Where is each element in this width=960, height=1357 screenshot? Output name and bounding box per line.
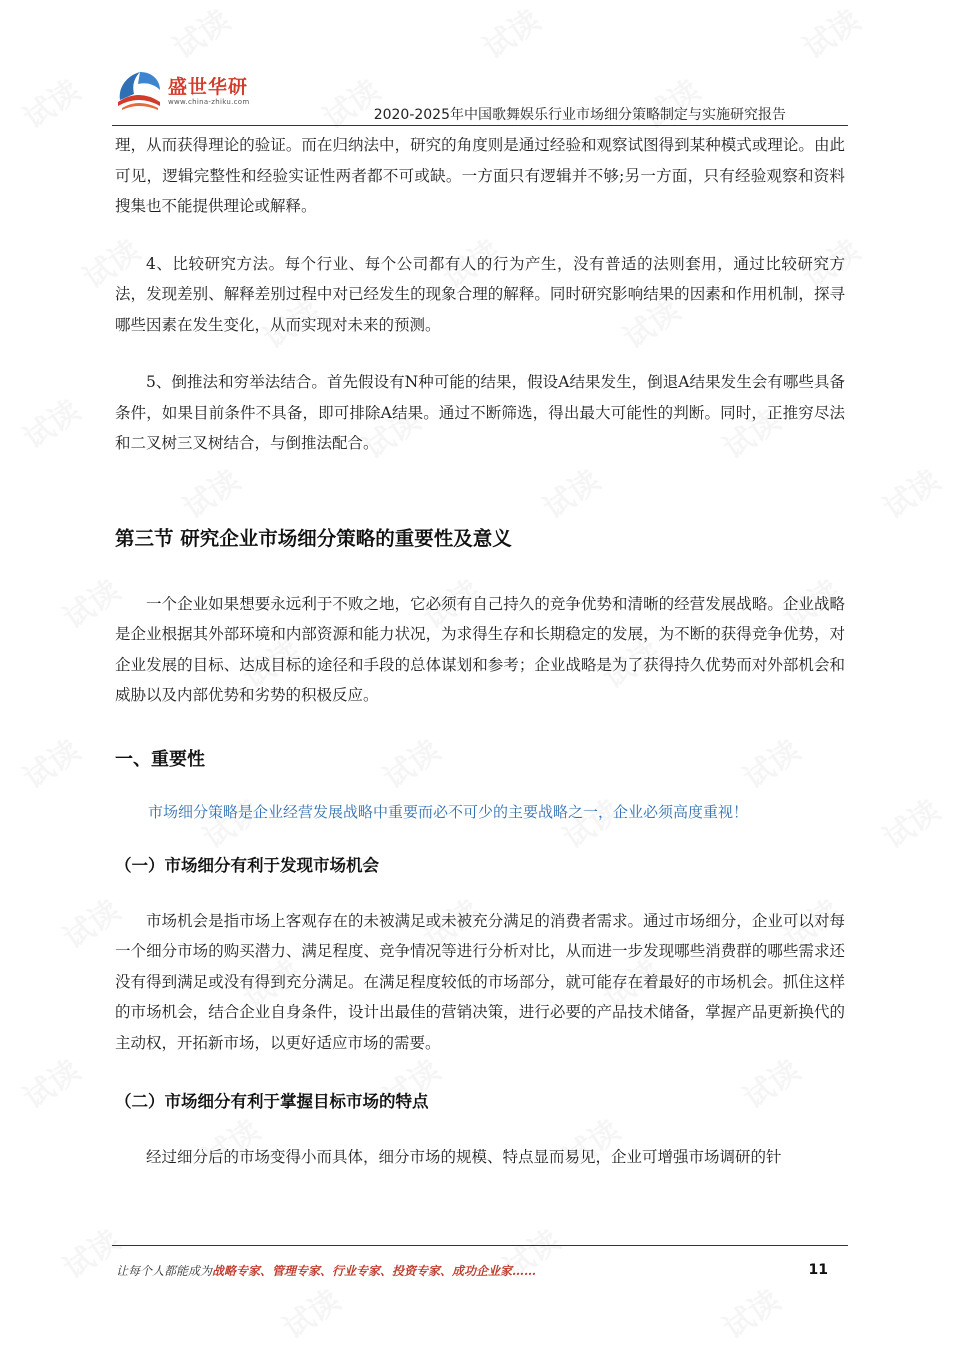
subheading: （二）市场细分有利于掌握目标市场的特点	[115, 1092, 429, 1111]
watermark: 试读	[797, 3, 867, 67]
watermark: 试读	[17, 733, 87, 797]
watermark: 试读	[197, 793, 267, 857]
footer-divider	[112, 1245, 848, 1246]
watermark: 试读	[317, 73, 387, 137]
section-title: 第三节 研究企业市场细分策略的重要性及意义	[115, 526, 512, 550]
watermark: 试读	[777, 573, 847, 637]
watermark: 试读	[237, 633, 307, 697]
footer-emphasis: 战略专家、管理专家、行业专家、投资专家、成功企业家……	[212, 1264, 537, 1278]
paragraph: 市场机会是指市场上客观存在的未被满足或未被充分满足的消费者需求。通过市场细分，企业可以对每一个细分市场的购买潜力、满足程度、竞争情况等进行分析对比，从而进一步发现哪些消费群的哪些需求还没有得到满足或没有得到充分满足。在满足程度较低的市场部分，就可能存在着最好的市场机会。抓住这样的市场机会，结合企业自身条件，设计出最佳的营销决策，进行必要的产品技术储备，掌握产品更新换代的主动权，开拓新市场，以更好适应市场的需要。	[115, 911, 845, 1052]
watermark: 试读	[717, 1283, 787, 1347]
watermark: 试读	[377, 1053, 447, 1117]
watermark: 试读	[17, 1053, 87, 1117]
watermark: 试读	[77, 233, 147, 297]
subheading: （一）市场细分有利于发现市场机会	[115, 855, 379, 875]
watermark: 试读	[17, 393, 87, 457]
logo-emblem-icon	[112, 66, 166, 114]
watermark: 试读	[437, 233, 507, 297]
heading-importance: 一、重要性	[115, 748, 205, 770]
logo-url: www.china-zhiku.com	[168, 98, 250, 106]
page-footer	[112, 1240, 848, 1280]
watermark: 试读	[177, 463, 247, 527]
logo-text: 盛世华研	[168, 76, 249, 98]
watermark: 试读	[477, 3, 547, 67]
watermark: 试读	[777, 893, 847, 957]
watermark: 试读	[557, 793, 627, 857]
watermark: 试读	[417, 573, 487, 637]
paragraph: 4、比较研究方法。每个行业、每个公司都有人的行为产生，没有普适的法则套用，通过比较研究方法，发现差别、解释差别过程中对已经发生的现象合理的解释。同时研究影响结果的因素和作用机制，探寻哪些因素在发生变化，从而实现对未来的预测。	[115, 254, 845, 334]
watermark: 试读	[737, 1053, 807, 1117]
report-title: 2020-2025年中国歌舞娱乐行业市场细分策略制定与实施研究报告	[373, 107, 786, 123]
watermark: 试读	[57, 1223, 127, 1287]
watermark: 试读	[617, 293, 687, 357]
watermark: 试读	[417, 893, 487, 957]
paragraph: 5、倒推法和穷举法结合。首先假设有N种可能的结果，假设A结果发生，倒退A结果发生会有哪些具备条件，如果目前条件不具备，即可排除A结果。通过不断筛选，得出最大可能性的判断。同时，正推穷尽法和二叉树三叉树结合，与倒推法配合。	[115, 373, 845, 452]
header-divider	[112, 125, 848, 126]
watermark: 试读	[597, 953, 667, 1017]
watermark: 试读	[877, 793, 947, 857]
paragraph: 一个企业如果想要永远利于不败之地，它必须有自己持久的竞争优势和清晰的经营发展战略。企业战略是企业根据其外部环境和内部资源和能力状况，为求得生存和长期稳定的发展，为不断的获得竞争优势，对企业发展的目标、达成目标的途径和手段的总体谋划和参考；企业战略是为了获得持久优势而对外部机会和威胁以及内部优势和劣势的积极反应。	[115, 594, 845, 704]
watermark: 试读	[497, 1223, 567, 1287]
paragraph: 经过细分后的市场变得小而具体，细分市场的规模、特点显而易见，企业可增强市场调研的针	[146, 1148, 782, 1166]
watermark: 试读	[17, 73, 87, 137]
logo	[112, 66, 262, 114]
watermark: 试读	[57, 893, 127, 957]
watermark: 试读	[877, 463, 947, 527]
watermark: 试读	[167, 3, 237, 67]
watermark: 试读	[357, 403, 427, 467]
watermark: 试读	[197, 1113, 267, 1177]
watermark: 试读	[717, 403, 787, 467]
paragraph: 理，从而获得理论的验证。而在归纳法中，研究的角度则是通过经验和观察试图得到某种模式或理论。由此可见，逻辑完整性和经验实证性两者都不可或缺。一方面只有逻辑并不够;另一方面，只有经验观察和资料搜集也不能提供理论或解释。	[115, 136, 845, 215]
watermark: 试读	[637, 73, 707, 137]
watermark: 试读	[797, 233, 867, 297]
watermark: 试读	[537, 463, 607, 527]
watermark: 试读	[57, 573, 127, 637]
page-body	[115, 130, 845, 1173]
watermark: 试读	[237, 953, 307, 1017]
highlight-statement: 市场细分策略是企业经营发展战略中重要而必不可少的主要战略之一，企业必须高度重视！	[148, 802, 749, 821]
watermark: 试读	[257, 293, 327, 357]
page-number: 11	[808, 1262, 828, 1278]
watermark: 试读	[377, 733, 447, 797]
watermark: 试读	[277, 1283, 347, 1347]
footer-prefix: 让每个人都能成为	[116, 1264, 213, 1278]
watermark: 试读	[597, 633, 667, 697]
page-header	[112, 62, 848, 126]
footer-slogan	[116, 1262, 536, 1279]
watermark: 试读	[557, 1113, 627, 1177]
watermark: 试读	[737, 733, 807, 797]
